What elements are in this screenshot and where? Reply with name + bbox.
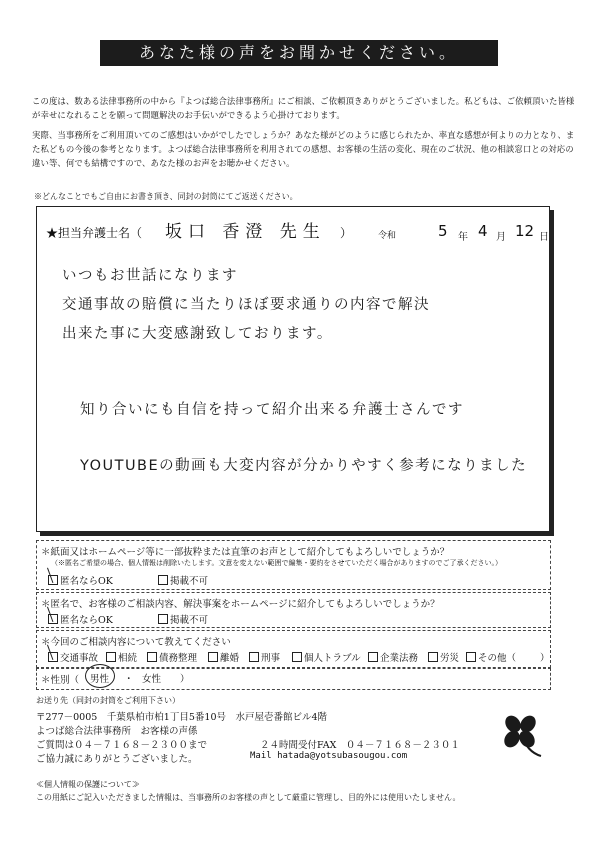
page-title: あなた様の声をお聞かせください。 — [100, 40, 498, 66]
date-era: 令和 — [378, 231, 397, 241]
thanks-text: ご協力誠にありがとうございました。 — [36, 754, 198, 765]
lawyer-label-close: ） — [340, 226, 353, 240]
comment-line-5[interactable]: YOUTUBEの動画も大変内容が分かりやすく参考になりました — [80, 458, 528, 474]
gender-close: ） — [180, 674, 190, 685]
survey-q1 — [36, 540, 551, 590]
mail-address[interactable]: Mail hatada@yotsubasougou.com — [250, 751, 408, 761]
checkbox-icon[interactable] — [106, 652, 116, 662]
lawyer-name-handwritten[interactable]: 坂口 香澄 先生 — [165, 222, 326, 242]
date-year[interactable]: 5 — [438, 222, 448, 240]
lawyer-label: ★担当弁護士名（ — [46, 226, 143, 240]
comment-line-3[interactable]: 出来た事に大変感謝致しております。 — [62, 326, 333, 342]
checkbox-icon[interactable] — [466, 652, 476, 662]
date-month[interactable]: 4 — [478, 222, 488, 240]
q2-option-no-publish[interactable]: 掲載不可 — [158, 612, 208, 626]
comment-line-2[interactable]: 交通事故の賠償に当たりほぼ要求通りの内容で解決 — [62, 297, 430, 313]
survey-q4-label: ＊性別（ — [41, 675, 80, 686]
checkbox-icon[interactable] — [368, 652, 378, 662]
comment-line-1[interactable]: いつもお世話になります — [62, 268, 238, 284]
comment-line-4[interactable]: 知り合いにも自信を持って紹介出来る弁護士さんです — [80, 402, 464, 418]
gender-female[interactable]: 女性 — [142, 674, 162, 685]
survey-q2-title: ＊匿名で、お客様のご相談内容、解決事案をホームページに紹介してもよろしいでしょうか？ — [41, 599, 440, 610]
q3-option-personal[interactable]: 個人トラブル — [292, 650, 361, 664]
gender-male[interactable]: 男性 — [90, 674, 110, 685]
date-day[interactable]: 12 — [515, 222, 535, 240]
intro-paragraph-1: この度は、数ある法律事務所の中から『よつば総合法律事務所』にご相談、ご依頼頂きありがとうございました。私どもは、ご依頼頂いた皆様が幸せになれることを願って問題解決のお手伝いができるよう心掛けております。 — [32, 96, 575, 120]
q3-option-workplace[interactable]: 労災 — [428, 650, 459, 664]
clover-logo-icon — [493, 708, 549, 764]
address: 〒277－0005 千葉県柏市柏1丁目5番10号 水戸屋壱番館ビル4階 — [36, 712, 328, 723]
survey-q1-note: （※匿名ご希望の場合、個人情報は削除いたします。文意を変えない範囲で編集・要約をさせていただく場合がありますのでご了承ください。） — [51, 559, 502, 567]
q3-option-criminal[interactable]: 刑事 — [249, 650, 280, 664]
q2-option-anonymous-ok[interactable]: 匿名ならOK — [48, 612, 113, 626]
q3-option-debt[interactable]: 債務整理 — [147, 650, 197, 664]
date-year-unit: 年 — [458, 232, 468, 243]
checkbox-icon[interactable] — [428, 652, 438, 662]
clover-leaves — [501, 713, 539, 751]
survey-q3-title: ＊今回のご相談内容について教えてください — [41, 637, 231, 648]
q3-option-other[interactable]: その他（ — [466, 650, 516, 664]
privacy-title: ≪個人情報の保護について≫ — [36, 780, 140, 789]
checkbox-icon[interactable] — [292, 652, 302, 662]
gender-separator: ・ — [124, 674, 134, 685]
survey-q1-title: ＊紙面又はホームページ等に一部抜粋または直筆のお声として紹介してもよろしいでしょうか？ — [41, 547, 450, 558]
send-to: お送り先（同封の封筒をご利用下さい） — [36, 696, 180, 705]
gender-male-circle — [85, 664, 115, 688]
checkbox-icon[interactable] — [249, 652, 259, 662]
checkbox-icon[interactable] — [158, 575, 168, 585]
comment-box — [36, 206, 550, 532]
office-name: よつば総合法律事務所 お客様の声係 — [36, 726, 198, 737]
intro-paragraph-2: 実際、当事務所をご利用頂いてのご感想はいかがでしたでしょうか？あなた様がどのように感じられたか、率直な感想が何よりの力となり、また私どもの今後の参考となります。よつば総合法律事務所を利用されての感想、お客様の生活の変化、現在のご状況、他の相談窓口との対応の違い等、何でも結構ですので、あなた様のお声をお聴かせください。 — [32, 130, 575, 168]
privacy-text: この用紙にご記入いただきました情報は、当事務所のお客様の声として厳重に管理し、目的外には使用いたしません。 — [36, 793, 461, 802]
fax-number: ２４時間受付FAX ０４－７１６８－２３０１ — [260, 740, 460, 751]
q3-option-inheritance[interactable]: 相続 — [106, 650, 137, 664]
checkbox-icon[interactable] — [158, 614, 168, 624]
date-day-unit: 日 — [539, 232, 549, 243]
q3-option-divorce[interactable]: 離婚 — [208, 650, 239, 664]
date-month-unit: 月 — [496, 232, 506, 243]
checkbox-icon[interactable] — [208, 652, 218, 662]
intro-note: ※どんなことでもご自由にお書き頂き、同封の封筒にてご返送ください。 — [34, 192, 298, 201]
q3-option-other-close: ） — [540, 653, 550, 664]
survey-q2 — [36, 592, 551, 628]
phone-inquiry: ご質問は０４－７１６８－２３００まで — [36, 740, 208, 751]
q3-option-traffic[interactable]: 交通事故 — [48, 650, 98, 664]
q1-option-no-publish[interactable]: 掲載不可 — [158, 573, 208, 587]
checkbox-icon[interactable] — [147, 652, 157, 662]
q1-option-anonymous-ok[interactable]: 匿名ならOK — [48, 573, 113, 587]
q3-option-corporate[interactable]: 企業法務 — [368, 650, 418, 664]
